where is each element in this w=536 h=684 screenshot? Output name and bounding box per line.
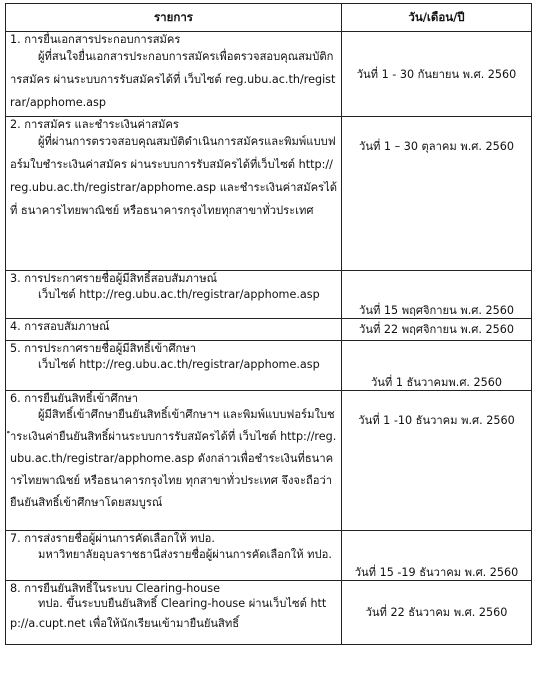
table-row — [6, 319, 532, 341]
header-date: วัน/เดือน/ปี — [342, 4, 532, 32]
item-description: ทปอ. ขึ้นระบบยืนยันสิทธิ์ Clearing-house ผ่านเว็บไซต์ http://a.cupt.net เพื่อให้นักเรียนเข้ามายืนยันสิทธิ์ — [10, 597, 327, 631]
item-cell — [6, 581, 342, 645]
item-title: 2. การสมัคร และชำระเงินค่าสมัคร — [10, 118, 179, 132]
item-title: 1. การยื่นเอกสารประกอบการสมัคร — [10, 33, 181, 46]
item-description: เว็บไซต์ http://reg.ubu.ac.th/registrar/apphome.asp — [38, 358, 320, 372]
table-row — [6, 341, 532, 391]
item-description: ผู้ที่สนใจยื่นเอกสารประกอบการสมัครเพื่อตรวจสอบคุณสมบัติการสมัคร ผ่านระบบการรับสมัครได้ที่ เว็บไซต์ reg.ubu.ac.th/registrar/apphome.asp — [10, 50, 336, 110]
date-cell: วันที่ 15 -19 ธันวาคม พ.ศ. 2560 — [342, 531, 532, 581]
schedule-table — [5, 3, 532, 645]
table-row — [6, 117, 532, 271]
item-cell — [6, 341, 342, 391]
item-title: 8. การยืนยันสิทธิ์ในระบบ Clearing-house — [10, 582, 220, 596]
date-cell: วันที่ 22 ธันวาคม พ.ศ. 2560 — [342, 581, 532, 645]
item-cell — [6, 117, 342, 271]
header-row — [6, 4, 532, 32]
item-description: เว็บไซต์ http://reg.ubu.ac.th/registrar/apphome.asp — [38, 288, 320, 302]
item-description: ผู้มีสิทธิ์เข้าศึกษายืนยันสิทธิ์เข้าศึกษาฯ และพิมพ์แบบฟอร์มใบชำระเงินค่ายืนยันสิทธิ์ผ่านระบบการรับสมัครได้ที่ เว็บไซต์ http://reg.ubu.ac.th/registrar/apphome.asp ดังกล่าวเพื่อชำระเงินที่ธนาคารไทยพาณิชย์ หรือธนาคารกรุงไทย ทุกสาขาทั่วประเทศ จึงจะถือว่ายืนยันสิทธิ์เข้าศึกษาโดยสมบูรณ์ — [10, 408, 337, 510]
item-cell — [6, 391, 342, 531]
table-row — [6, 32, 532, 117]
date-cell: วันที่ 1 ธันวาคมพ.ศ. 2560 — [342, 341, 532, 391]
item-cell — [6, 32, 342, 117]
item-description: มหาวิทยาลัยอุบลราชธานีส่งรายชื่อผู้ผ่านการคัดเลือกให้ ทปอ. — [38, 548, 332, 562]
item-cell — [6, 271, 342, 319]
item-title: 6. การยืนยันสิทธิ์เข้าศึกษา — [10, 392, 139, 406]
table-row — [6, 531, 532, 581]
item-title: 5. การประกาศรายชื่อผู้มีสิทธิ์เข้าศึกษา — [10, 342, 196, 356]
date-cell: วันที่ 22 พฤศจิกายน พ.ศ. 2560 — [342, 319, 532, 341]
item-cell — [6, 531, 342, 581]
table-row — [6, 271, 532, 319]
header-item: รายการ — [6, 4, 342, 32]
item-cell — [6, 319, 342, 341]
date-cell: วันที่ 1 - 30 กันยายน พ.ศ. 2560 — [342, 32, 532, 117]
date-cell: วันที่ 1 – 30 ตุลาคม พ.ศ. 2560 — [342, 117, 532, 271]
item-title: 3. การประกาศรายชื่อผู้มีสิทธิ์สอบสัมภาษณ์ — [10, 272, 217, 286]
item-description: ผู้ที่ผ่านการตรวจสอบคุณสมบัติดำเนินการสมัครและพิมพ์แบบฟอร์มใบชำระเงินค่าสมัคร ผ่านระบบการรับสมัครได้ที่เว็บไซต์ http://reg.ubu.ac.th/registrar/apphome.asp และชำระเงินค่าสมัครได้ที่ ธนาคารไทยพาณิชย์ หรือธนาคารกรุงไทยทุกสาขาทั่วประเทศ — [10, 135, 337, 218]
table-row — [6, 581, 532, 645]
item-title: 4. การสอบสัมภาษณ์ — [10, 320, 110, 334]
date-cell: วันที่ 1 -10 ธันวาคม พ.ศ. 2560 — [342, 391, 532, 531]
item-title: 7. การส่งรายชื่อผู้ผ่านการคัดเลือกให้ ทปอ. — [10, 532, 215, 546]
date-cell: วันที่ 15 พฤศจิกายน พ.ศ. 2560 — [342, 271, 532, 319]
table-row — [6, 391, 532, 531]
